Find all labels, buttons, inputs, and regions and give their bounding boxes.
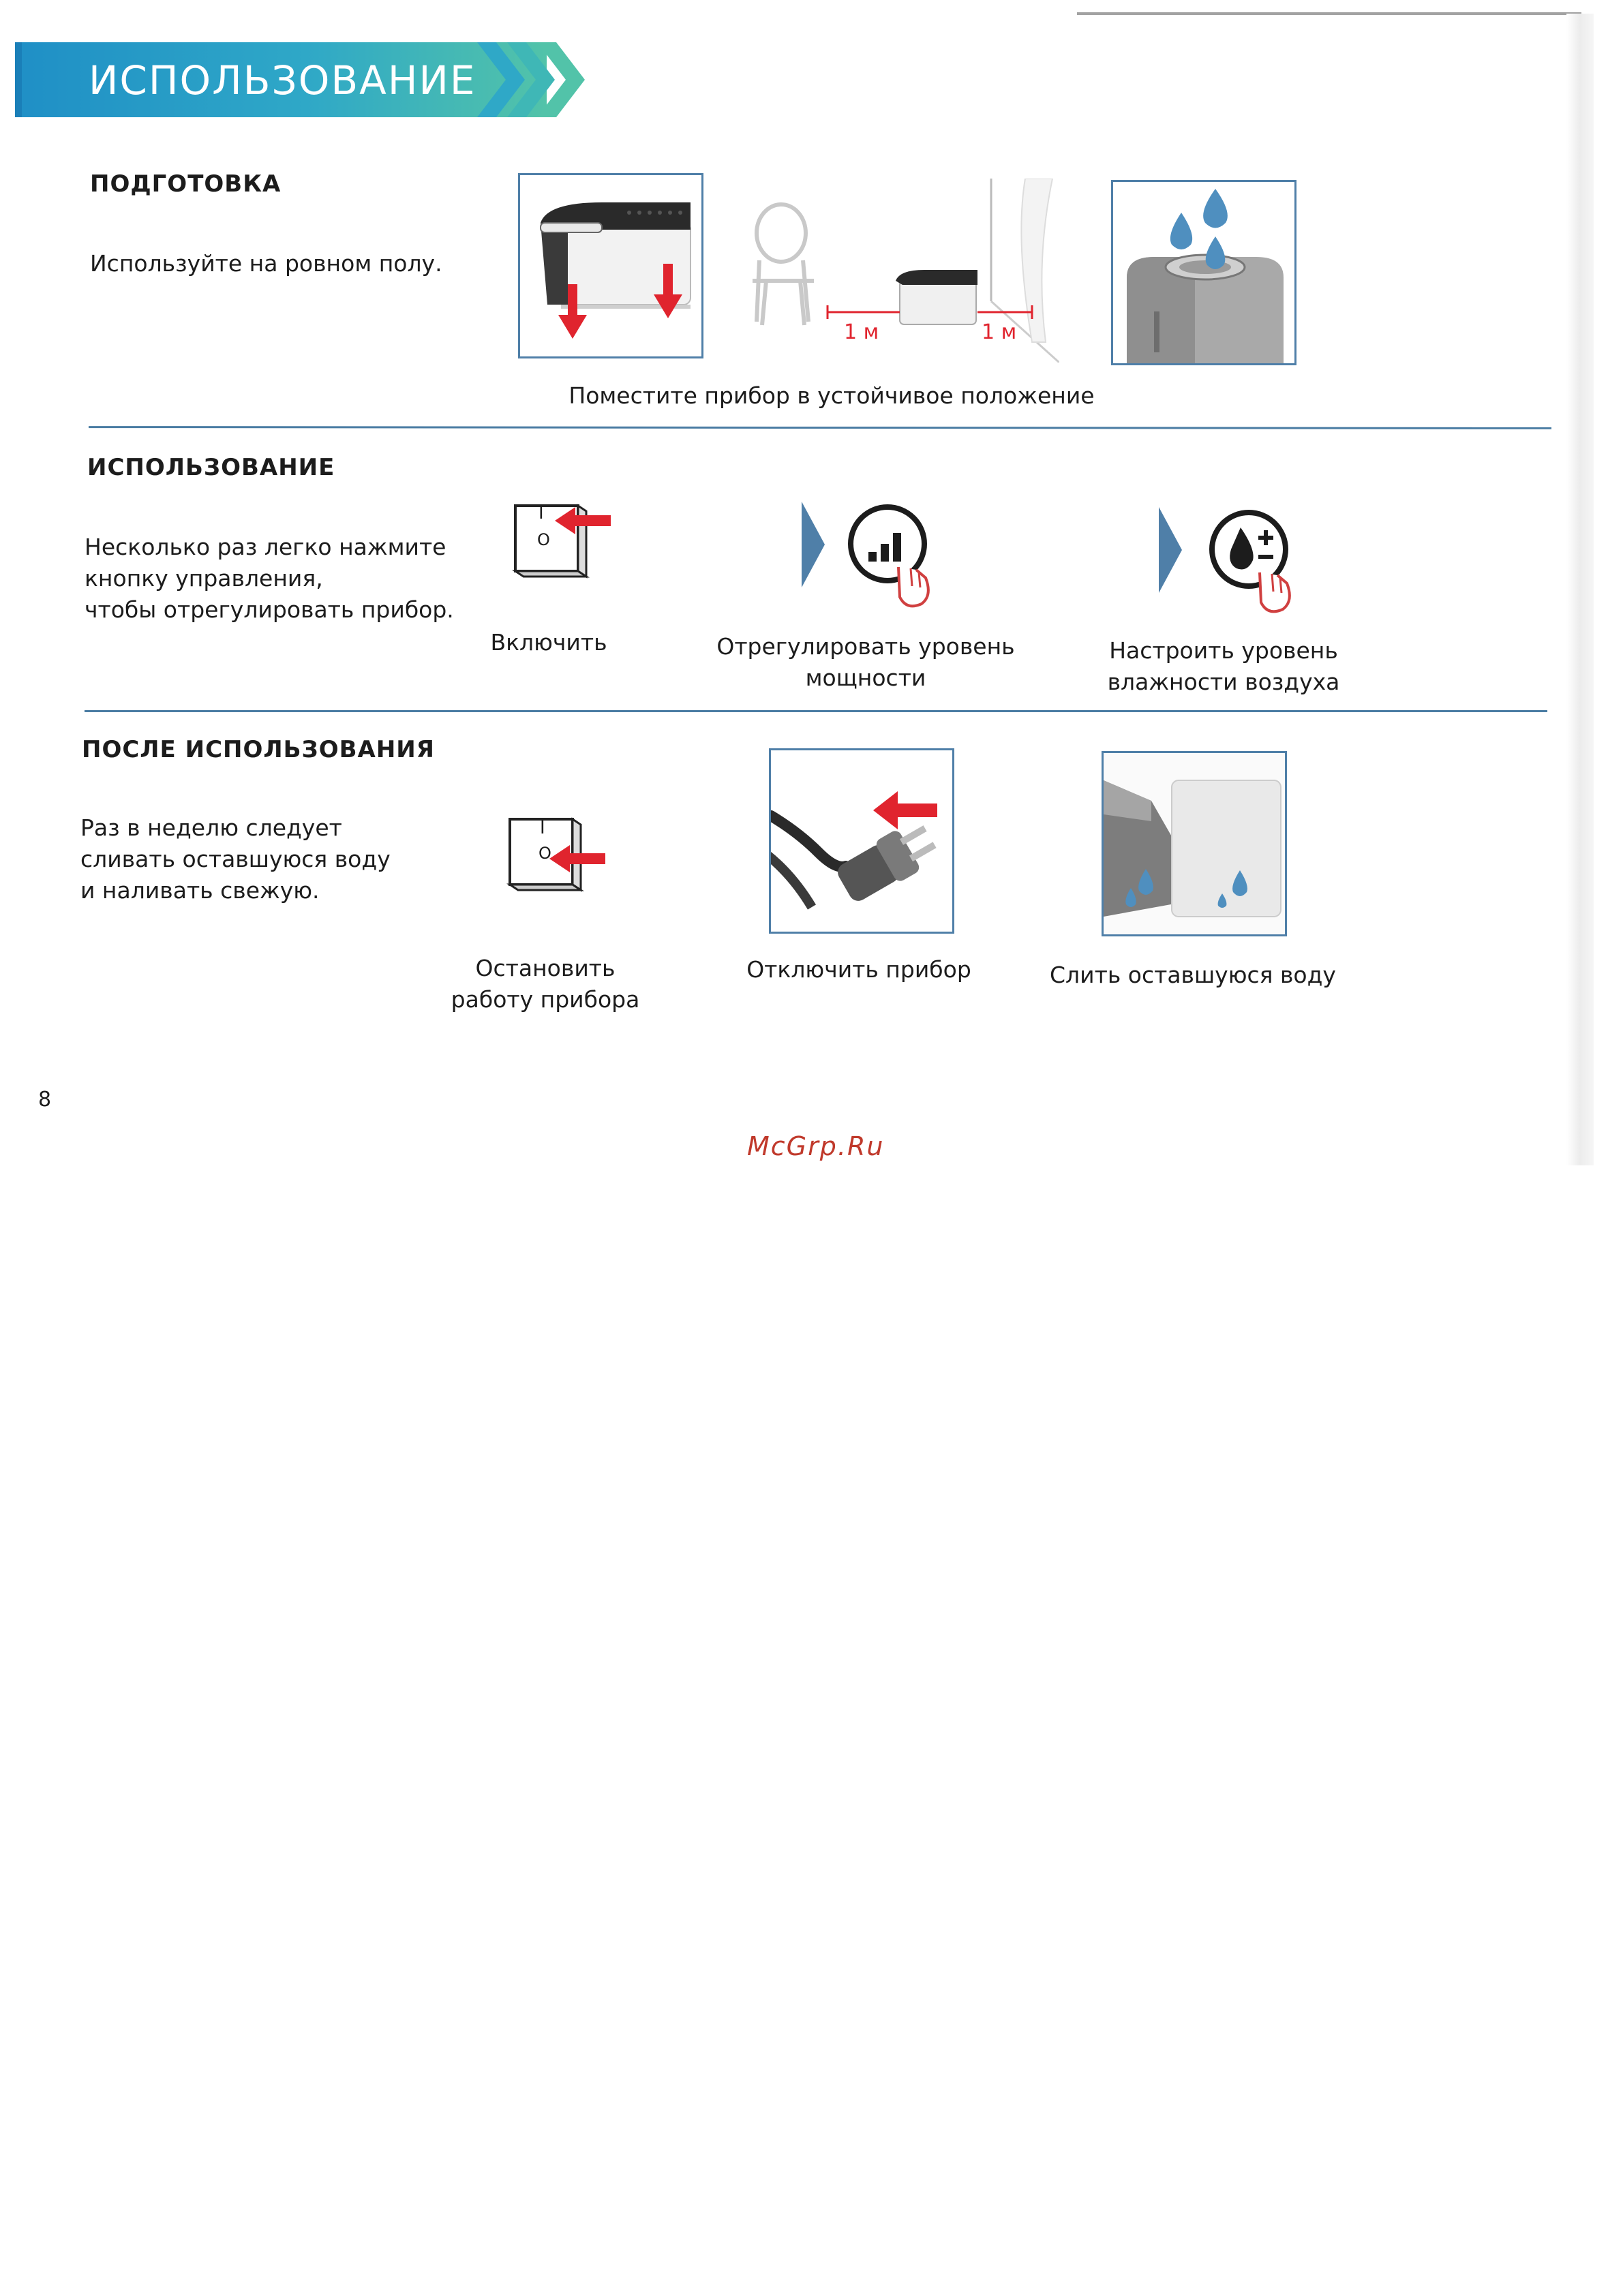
after-use-heading: ПОСЛЕ ИСПОЛЬЗОВАНИЯ [82,736,435,763]
stop-caption-line-2: работу прибора [451,986,640,1013]
header-banner-bar [15,42,22,117]
unplug-caption: Отключить прибор [746,956,971,983]
switch-off-mark-on: I [540,818,545,838]
distance-left-label: 1 м [844,320,879,344]
placement-caption: Поместите прибор в устойчивое положение [568,382,1095,409]
switch-on-icon [510,499,612,581]
usage-text-line-3: чтобы отрегулировать прибор. [85,596,454,623]
after-use-text-line-2: сливать оставшуюся воду [80,846,391,872]
after-use-text-line-3: и наливать свежую. [80,877,320,904]
divider-2 [85,710,1547,712]
drain-icon [1104,753,1285,934]
chevrons-icon [477,42,586,117]
humidifier-icon [520,175,701,356]
page-fold-shadow [1566,14,1594,1165]
switch-off-mark: O [539,844,551,863]
humidity-caption-line-1: Настроить уровень [1109,637,1338,664]
water-drops-icon [1113,182,1294,363]
preparation-text: Используйте на ровном полу. [90,250,442,277]
switch-on-mark-off: O [537,530,550,549]
watermark: McGrp.Ru [747,1131,885,1161]
step-arrow-icon-2 [1159,507,1182,593]
usage-text-line-2: кнопку управления, [85,565,323,592]
plug-icon [771,750,952,932]
distance-right-label: 1 м [982,320,1017,344]
switch-on-mark: I [539,503,544,523]
preparation-heading: ПОДГОТОВКА [90,170,282,198]
stop-caption-line-1: Остановить [475,955,616,981]
switch-off-icon [504,812,607,894]
scan-edge [1077,12,1581,15]
page-number: 8 [38,1088,52,1112]
unplug-image [769,748,954,934]
page-title: ИСПОЛЬЗОВАНИЕ [89,57,476,104]
humidity-button-icon [1207,507,1295,616]
switch-on-caption: Включить [490,629,607,656]
power-level-button-icon [845,502,934,611]
humidity-caption-line-2: влажности воздуха [1107,669,1340,695]
step-arrow-icon [802,502,825,587]
divider-1 [89,426,1551,429]
power-level-caption: Отрегулировать уровень мощности [716,633,1015,691]
device-level-image [518,173,703,358]
drain-caption: Слить оставшуюся воду [1050,962,1336,988]
after-use-text-line-1: Раз в неделю следует [80,814,342,841]
usage-heading: ИСПОЛЬЗОВАНИЕ [87,454,335,481]
drain-water-image [1102,751,1287,936]
water-tank-image [1111,180,1296,365]
usage-text-line-1: Несколько раз легко нажмите [85,534,446,560]
